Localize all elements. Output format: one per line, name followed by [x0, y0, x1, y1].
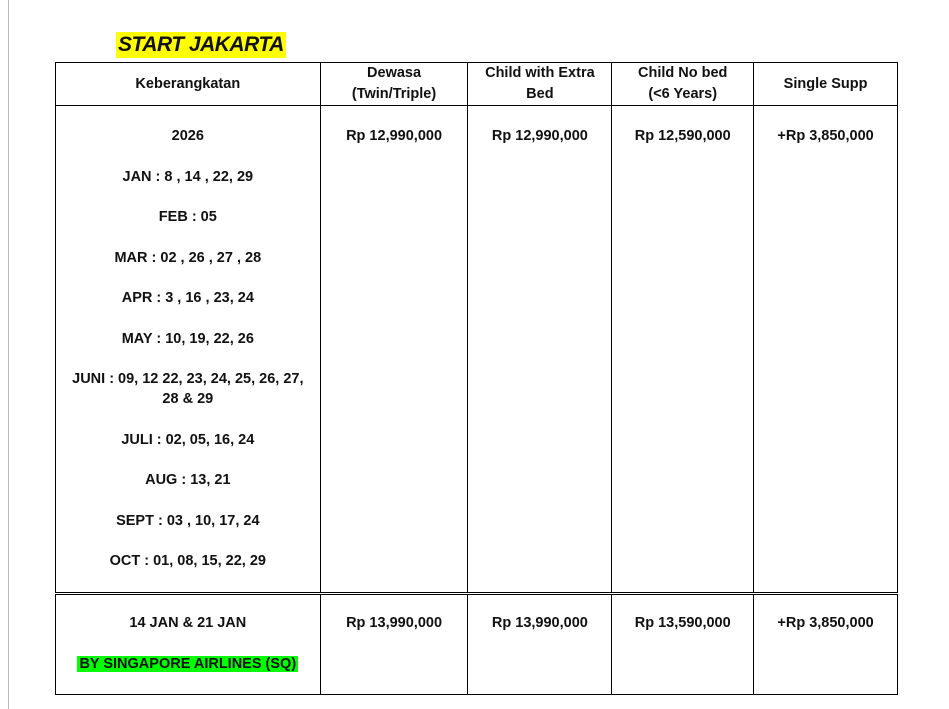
header-keberangkatan: Keberangkatan [56, 63, 321, 106]
date-line: APR : 3 , 16 , 23, 24 [121, 290, 254, 306]
dates-cell [56, 594, 321, 695]
price-cell [320, 106, 468, 594]
price-dewasa: Rp 13,990,000 [346, 615, 443, 631]
price-cell [468, 594, 612, 695]
price-cell [320, 594, 468, 695]
header-line: (Twin/Triple) [351, 86, 437, 102]
price-cell [754, 106, 898, 594]
price-cell [612, 106, 754, 594]
airline-note: BY SINGAPORE AIRLINES (SQ) [79, 655, 297, 672]
date-line: 28 & 29 [162, 391, 214, 407]
date-line: OCT : 01, 08, 15, 22, 29 [109, 553, 266, 569]
price-single-supp: +Rp 3,850,000 [777, 128, 874, 144]
date-line: JAN : 8 , 14 , 22, 29 [122, 168, 254, 185]
date-line: 2026 [171, 128, 204, 144]
date-line: 14 JAN & 21 JAN [129, 615, 247, 631]
header-child-extra-bed [468, 63, 612, 106]
header-line: Child with Extra [485, 65, 595, 81]
table-row [56, 594, 898, 695]
price-child-no-bed: Rp 13,590,000 [634, 615, 731, 631]
date-line: MAY : 10, 19, 22, 26 [121, 330, 254, 347]
header-child-no-bed [612, 63, 754, 106]
page-title: START JAKARTA [118, 33, 284, 56]
table-row [56, 106, 898, 594]
page-edge [8, 0, 9, 709]
header-line: (<6 Years) [648, 86, 718, 102]
price-table [55, 62, 898, 695]
price-child-extra-bed: Rp 12,990,000 [491, 128, 588, 144]
header-line: Dewasa [367, 65, 422, 81]
header-row [56, 63, 898, 106]
price-single-supp: +Rp 3,850,000 [777, 615, 874, 631]
price-cell [612, 594, 754, 695]
price-cell [468, 106, 612, 594]
dates-cell [56, 106, 321, 594]
price-dewasa: Rp 12,990,000 [346, 128, 443, 144]
price-child-extra-bed: Rp 13,990,000 [491, 615, 588, 631]
header-dewasa [320, 63, 468, 106]
date-line: JUNI : 09, 12 22, 23, 24, 25, 26, 27, [72, 371, 304, 387]
header-line: Bed [526, 86, 554, 102]
header-single-supp: Single Supp [754, 63, 898, 106]
header-line: Child No bed [638, 65, 728, 81]
date-line: AUG : 13, 21 [145, 472, 231, 488]
date-line: FEB : 05 [158, 209, 217, 225]
date-line: JULI : 02, 05, 16, 24 [121, 431, 255, 448]
price-cell [754, 594, 898, 695]
date-line: SEPT : 03 , 10, 17, 24 [116, 512, 260, 529]
date-line: MAR : 02 , 26 , 27 , 28 [114, 249, 262, 266]
price-child-no-bed: Rp 12,590,000 [634, 128, 731, 144]
